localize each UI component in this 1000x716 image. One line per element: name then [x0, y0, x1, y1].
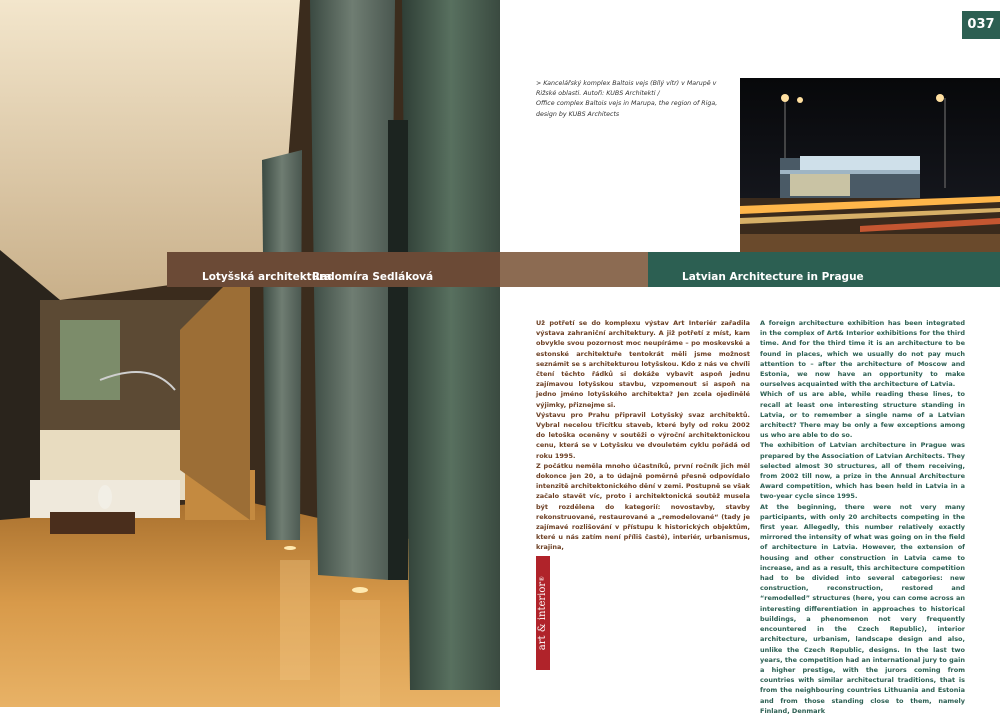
logo-text: art & interior	[537, 581, 548, 651]
paragraph: Už potřetí se do komplexu výstav Art Interiér zařadila výstava zahraniční architektury. A již potřetí z míst, kam obvykle svou pozornost moc neupíráme – po moskevské a estonské architektuře tentokrát měli jsme možnost seznámit se s architekturou lotyšskou. Kdo z nás ve chvíli čtení těchto řádků si dokáže vybavit aspoň jednu zajímavou lotyšskou stavbu, vzpomenout si aspoň na jedno jméno lotyšského architekta? Jen zcela ojedinělé výjimky, přiznejme si.	[536, 319, 750, 409]
paragraph: Z počátku neměla mnoho účastníků, první ročník jich měl dokonce jen 20, a to údajně poměrně přesně odpovídalo intenzitě architektonického dění v zemi. Postupně se však začalo stavět víc, proto i architektonická soutěž musela být rozdělena do kategorií: novostavby, stavby rekonstruované, restaurované a „remodelované“ (tady je zajímavé rozlišování v přístupu k historických objektům, které u nás zatím není příliš časté), interiér, urbanismus, krajina,	[536, 461, 750, 552]
magazine-logo	[536, 556, 550, 670]
article-title-english: Latvian Architecture in Prague	[682, 271, 864, 283]
paragraph: Which of us are able, while reading these lines, to recall at least one interesting structure standing in Latvia, or to remember a single name of a Latvian architect? There may be only a few exceptions among us who are able to do so.	[760, 390, 965, 440]
registered-mark: ®	[539, 575, 546, 582]
photo-caption	[536, 79, 736, 120]
article-title-czech: Lotyšská architektura	[202, 271, 332, 283]
page-number: 037	[962, 11, 1000, 39]
article-author: Radomíra Sedláková	[312, 271, 434, 283]
paragraph: The exhibition of Latvian architecture in Prague was prepared by the Association of Latvian Architects. They selected almost 30 structures, all of them receiving, from 2002 till now, a prize in the Annual Architecture Award competition, which has been held in Latvia in a two-year cycle since 1995.	[760, 441, 965, 501]
body-column-english	[760, 318, 965, 716]
caption-cz: > Kancelářský komplex Baltois vejs (Bílý vítr) v Marupě v Rižské oblasti. Autoři: KUBS Architekti /	[536, 80, 717, 98]
caption-en: Office complex Baltois vejs in Marupa, the region of Riga, design by KUBS Architects	[536, 100, 718, 118]
paragraph: A foreign architecture exhibition has been integrated in the complex of Art& Interior exhibitions for the third time. And for the third time it is an architecture to be found in places, which we usually do not pay much attention to – after the architecture of Moscow and Estonia, we now have an opportunity to make ourselves acquainted with the architecture of Latvia.	[760, 319, 965, 389]
paragraph: Výstavu pro Prahu připravil Lotyšský svaz architektů. Vybral necelou třicítku staveb, které byly od roku 2002 do letoška oceněny v soutěži o výroční architektonickou cenu, která se v Lotyšsku ve dvouletém cyklu pořádá od roku 1995.	[536, 410, 750, 460]
interior-photo	[0, 0, 500, 707]
night-building-photo	[740, 78, 1000, 252]
paragraph: At the beginning, there were not very many participants, with only 20 architects competing in the first year. Allegedly, this number relatively exactly mirrored the intensity of what was going on in the field of architecture in Latvia. However, the extension of housing and other construction in Latvia came to increase, and as a result, this architecture competition had to be divided into several categories: new construction, reconstruction, restored and “remodelled” structures (here, you can come across an interesting differentiation in approaches to historical buildings, a phenomenon not very frequently encountered in the Czech Republic), interior architecture, urbanism, landscape design and also, unlike the Czech Republic, designs. In the last two years, the competition had an international jury to gain a higher prestige, with the jurors coming from countries with similar architectural traditions, that is from the neighbouring countries Lithuania and Estonia and from those standing close to them, namely Finland, Denmark	[760, 502, 965, 715]
body-column-czech	[536, 318, 750, 553]
title-band-middle	[500, 252, 648, 287]
